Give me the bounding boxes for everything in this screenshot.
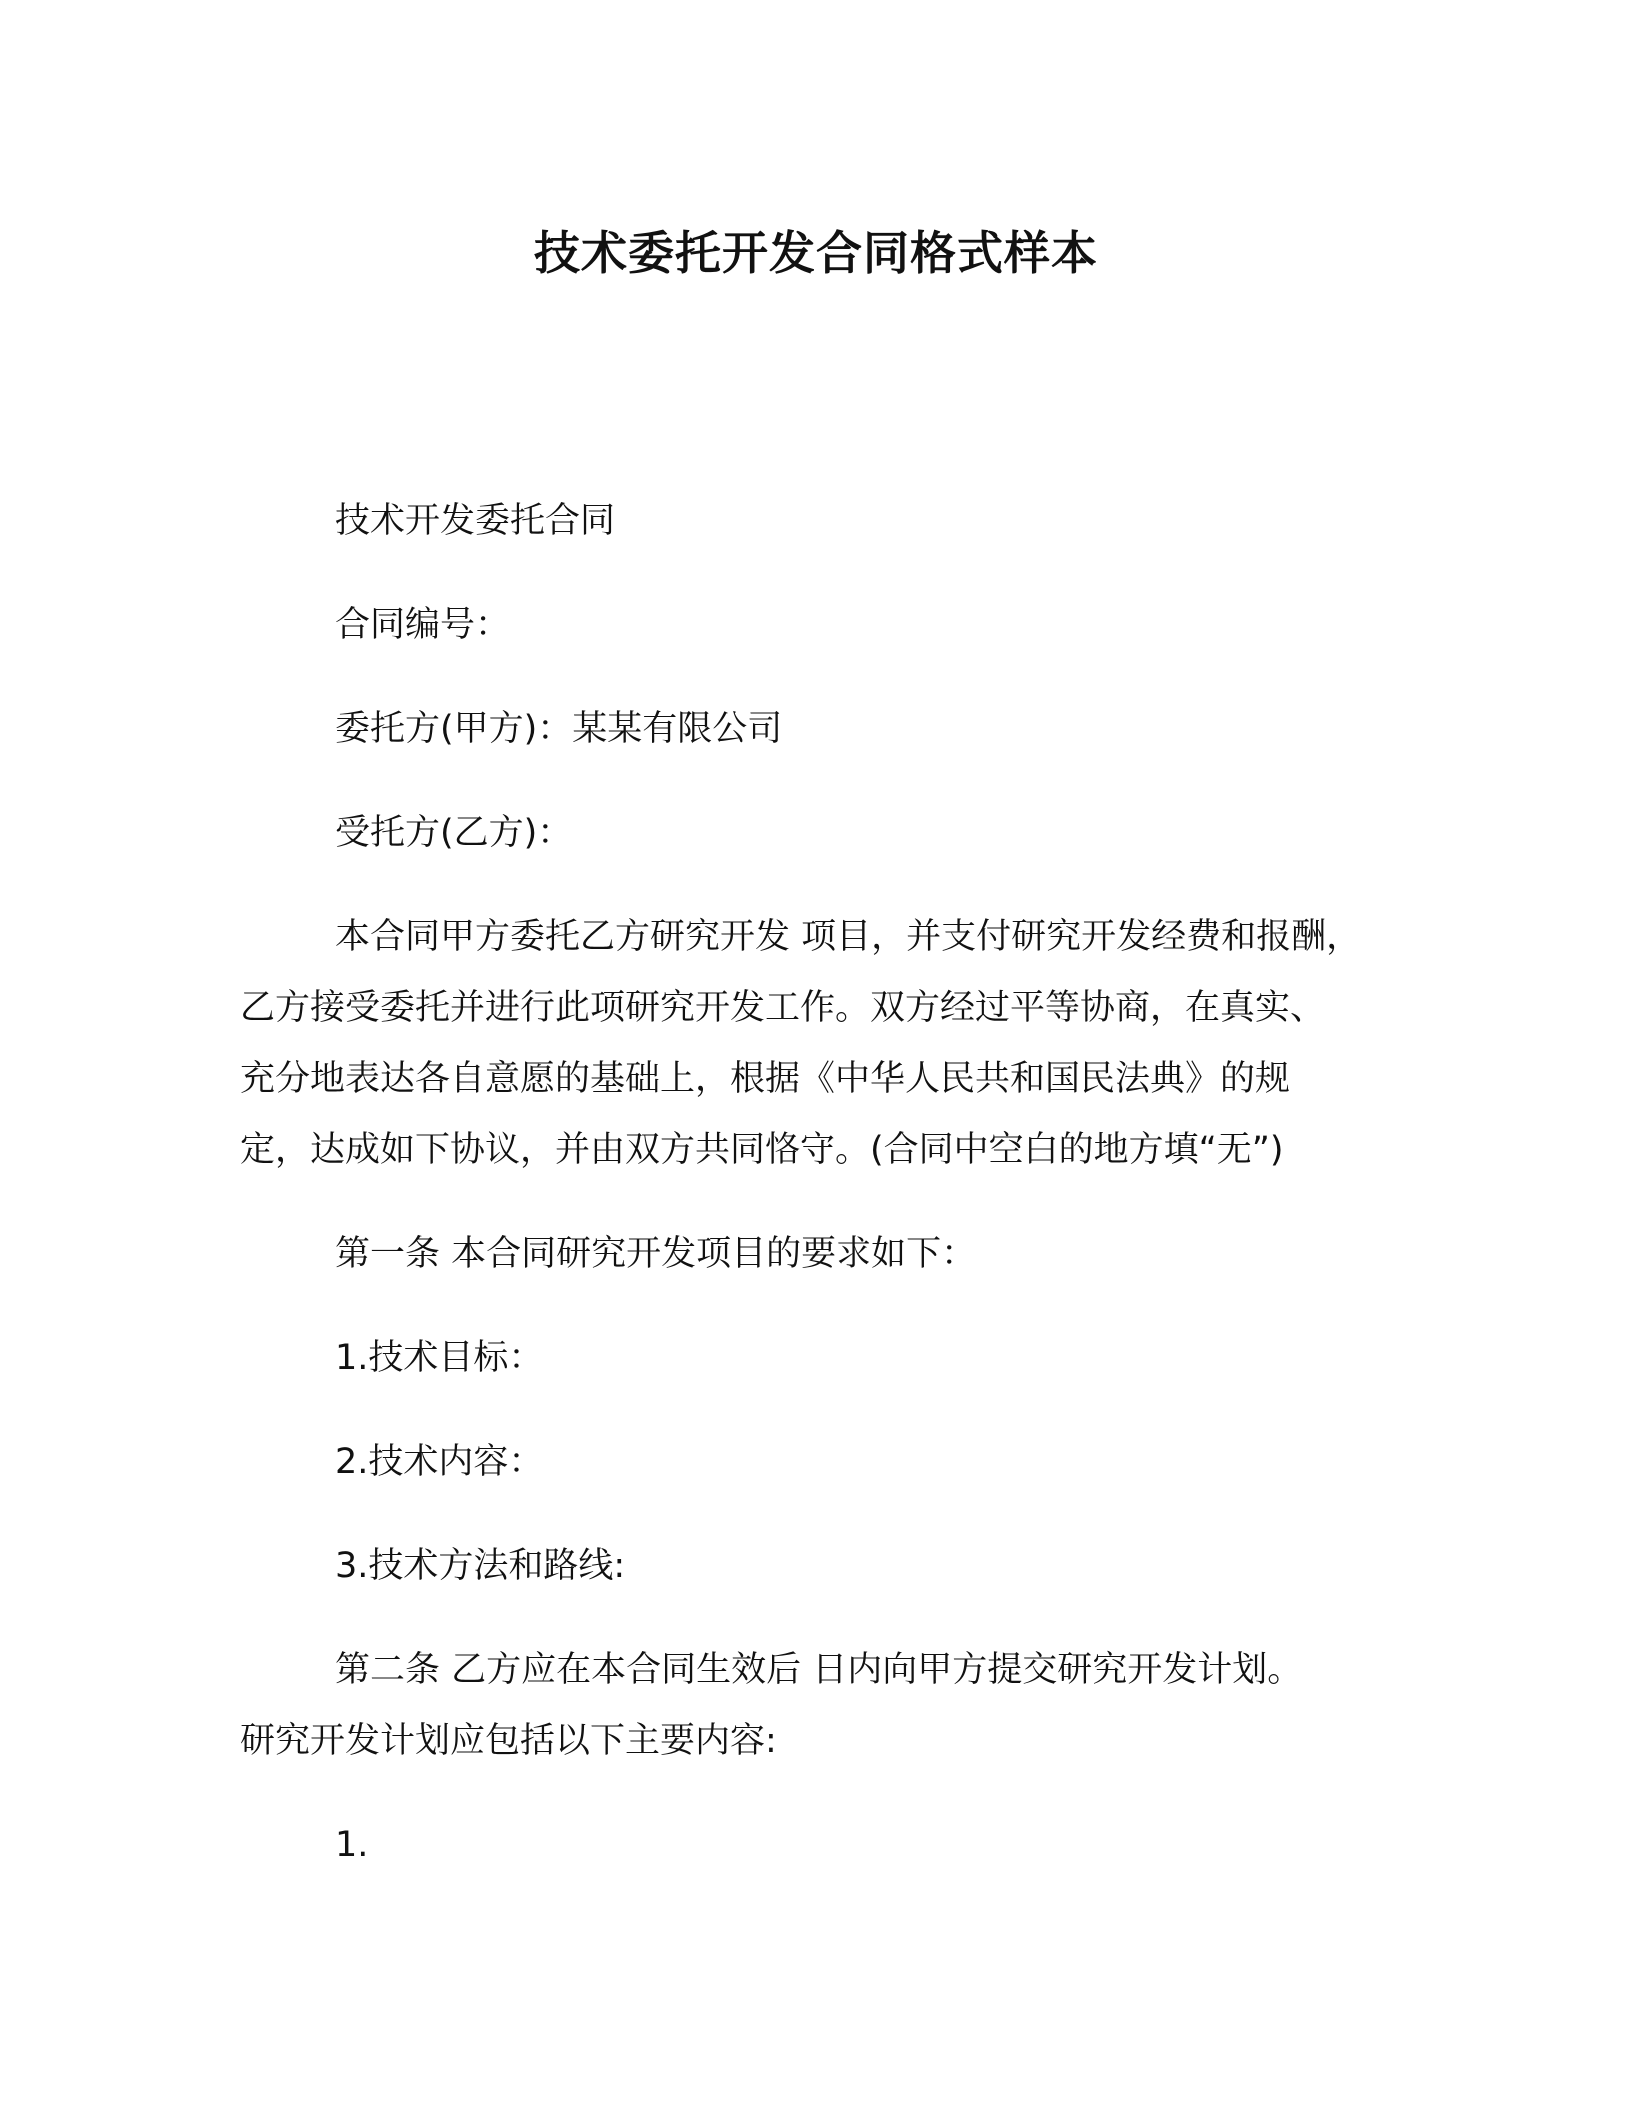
plan-item-1: 1. (335, 1825, 369, 1865)
intro-paragraph-line-1: 本合同甲方委托乙方研究开发 项目，并支付研究开发经费和报酬， (335, 917, 1362, 957)
article-one-heading: 第一条 本合同研究开发项目的要求如下： (335, 1234, 977, 1274)
contract-number-line: 合同编号： (335, 605, 511, 645)
party-a-line: 委托方(甲方)：某某有限公司 (335, 709, 783, 749)
party-b-line: 受托方(乙方)： (335, 813, 573, 853)
contract-subtitle: 技术开发委托合同 (335, 501, 616, 541)
intro-paragraph-line-2: 乙方接受委托并进行此项研究开发工作。双方经过平等协商，在真实、 (240, 988, 1326, 1028)
article-two-line-1: 第二条 乙方应在本合同生效后 日内向甲方提交研究开发计划。 (335, 1650, 1303, 1690)
intro-paragraph-line-4: 定，达成如下协议，并由双方共同恪守。(合同中空白的地方填“无”) (240, 1130, 1284, 1170)
article-one-item-1: 1.技术目标： (335, 1338, 544, 1378)
document-title: 技术委托开发合同格式样本 (534, 226, 1098, 280)
article-two-line-2: 研究开发计划应包括以下主要内容: (240, 1721, 777, 1761)
document-body (240, 495, 1400, 1871)
article-one-item-3: 3.技术方法和路线: (335, 1546, 626, 1586)
article-one-item-2: 2.技术内容： (335, 1442, 544, 1482)
intro-paragraph-line-3: 充分地表达各自意愿的基础上，根据《中华人民共和国民法典》的规 (240, 1059, 1291, 1099)
